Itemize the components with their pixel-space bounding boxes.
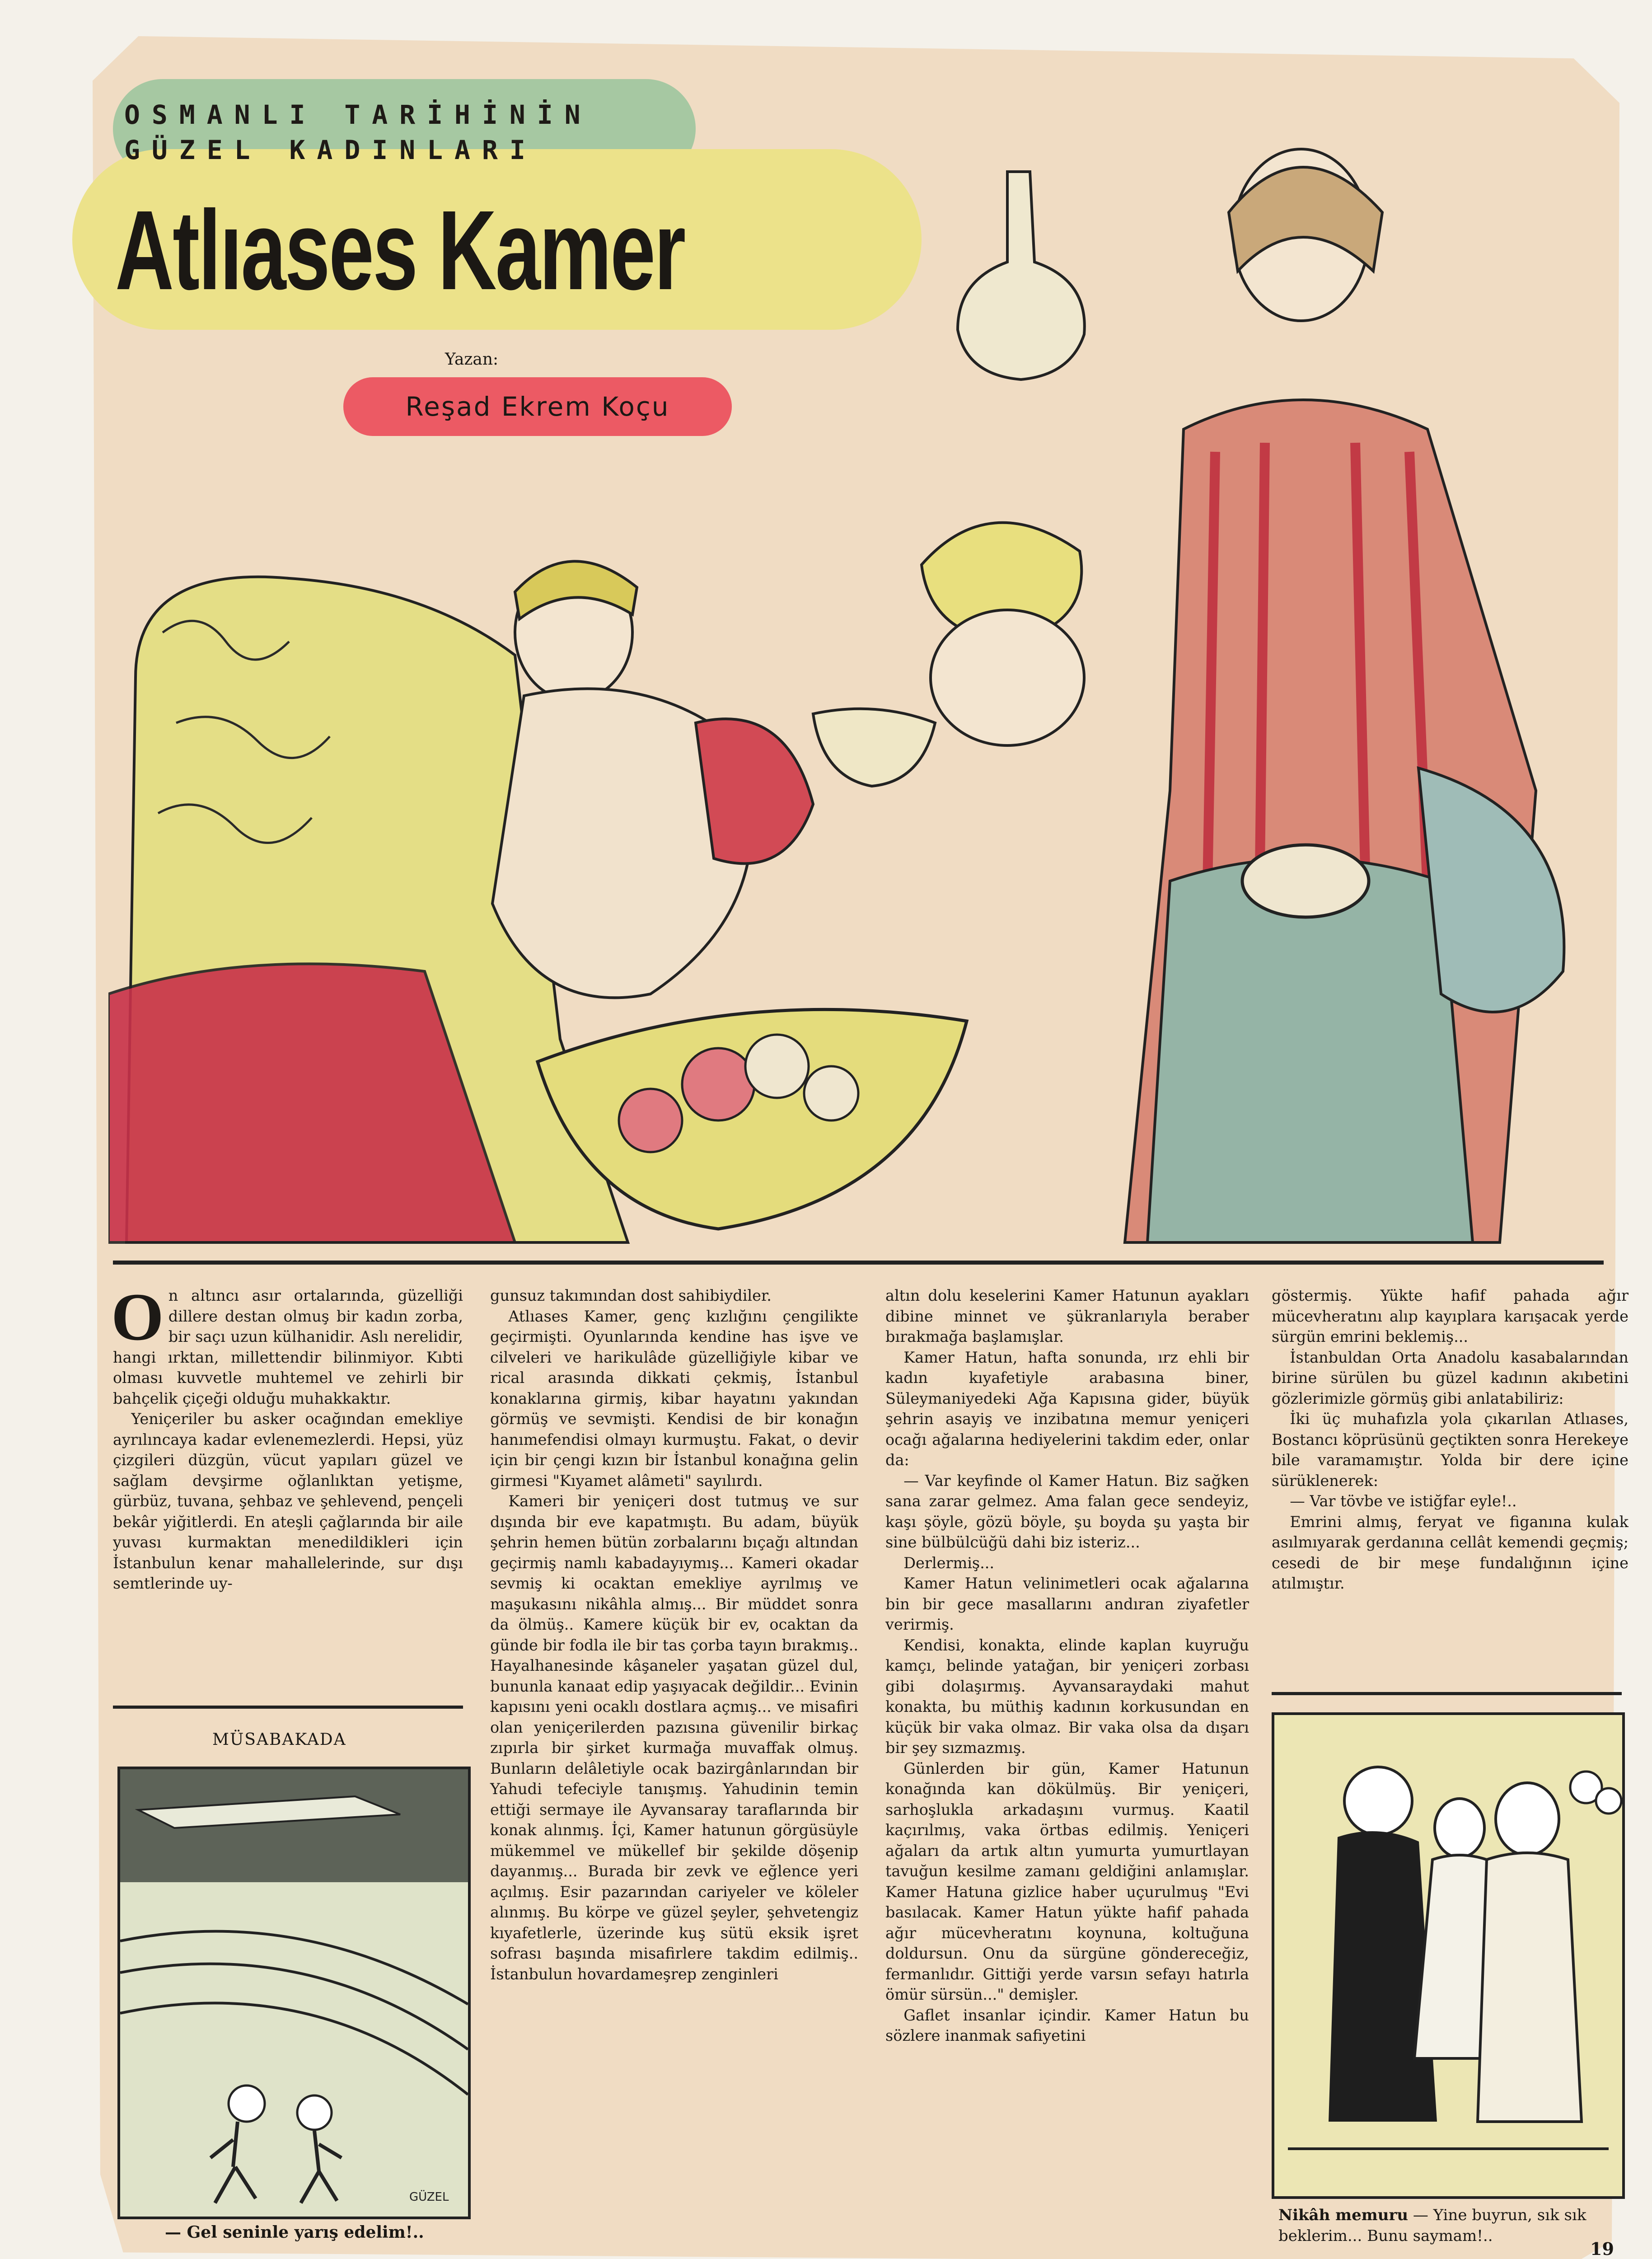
race-cartoon-illustration <box>120 1769 468 2217</box>
bride-head <box>1435 1799 1484 1857</box>
illustration-rule <box>113 1261 1604 1265</box>
drop-cap: O <box>111 1279 164 1354</box>
column-3-paragraph-2: Kamer Hatun, hafta sonunda, ırz ehli bir kadın kıyafetiyle arabasına biner, Süleymaniyedeki Ağa Kapısına gider, büyük şehrin asayiş ve inzibatına memur yeniçeri ocağı ağalarına hediyelerini takdim eder, onlar da: <box>885 1348 1249 1469</box>
right-cartoon-caption <box>1278 2205 1622 2246</box>
guest-face <box>1596 1788 1621 1814</box>
fruit <box>804 1066 858 1120</box>
wedding-cartoon-illustration <box>1274 1715 1622 2196</box>
article-column-2 <box>490 1285 858 1984</box>
sash-blue <box>1418 768 1564 1012</box>
left-cartoon-caption: — Gel seninle yarış edelim!.. <box>165 2223 424 2242</box>
official-head <box>1344 1767 1412 1835</box>
runner-1-body <box>211 2122 256 2203</box>
author-name: Reşad Ekrem Koçu <box>405 391 670 422</box>
left-cartoon-heading: MÜSABAKADA <box>212 1730 346 1749</box>
man-face <box>931 610 1084 745</box>
column-2-paragraph-1: gunsuz takımından dost sahibiydiler. <box>490 1287 772 1304</box>
runner-2-head <box>297 2095 332 2130</box>
runner-1-head <box>229 2086 265 2122</box>
article-column-3 <box>885 1285 1249 2046</box>
fruit <box>745 1035 809 1098</box>
runner-2-body <box>301 2131 342 2203</box>
groom-head <box>1496 1783 1559 1855</box>
caption-rest: — Yine buyrun, sık sık beklerim... Bunu saymam!.. <box>1278 2206 1586 2245</box>
column-3-paragraph-5: Kamer Hatun velinimetleri ocak ağalarına bin bir gece masallarını andıran ziyafetler verirmiş. <box>885 1575 1249 1633</box>
fruit <box>619 1089 682 1152</box>
column-3-paragraph-8: Gaflet insanlar içindir. Kamer Hatun bu sözlere inanmak safiyetini <box>885 2006 1249 2044</box>
woman-sleeve <box>696 719 813 863</box>
column-3-paragraph-7: Günlerden bir gün, Kamer Hatunun konağında kan dökülmüş. Bir yeniçeri, sarhoşlukla arkadaşını vurmuş. Kaatil kaçırılmış, vaka örtbas edilmiş. Yeniçeri ağaları da artık altın yumurta yumurtlayan tavuğun kesilme zamanı geldiğini anlamışlar. Kamer Hatuna gizlice haber uçurulmuş "Evi basılacak. Kamer Hatun yükte hafif pahada ağır mücevheratını koynuna, koltuğuna doldursun. Onu da sürgüne göndereceğiz, fermanlıdır. Gittiği yerde varsın sefayı hatırla ömür sürsün..." demişler. <box>885 1759 1249 2003</box>
column-4-paragraph-5: Emrini almış, feryat ve figanına kulak asılmıyarak gerdanına cellât kemendi geçmiş; cesedi de bir meşe fundalığının içine atılmıştır. <box>1272 1513 1629 1592</box>
right-column-rule <box>1272 1692 1622 1695</box>
column-3-paragraph-1: altın dolu keselerini Kamer Hatunun ayakları dibine minnet ve şükranlarıyla beraber bırakmağa başlamışlar. <box>885 1287 1249 1345</box>
column-2-paragraph-2: Atlıases Kamer, genç kızlığını çengilikte geçirmişti. Oyunlarında kendine has işve ve cilveleri ve harikulâde güzelliğiyle kibar ve rical arasında dikkati çekmiş, İstanbul konaklarına girmiş, kibar hayatını yakından görmüş ve sevmişti. Kendisi de bir konağın hanımefendisi olmayı kurmuştu. Fakat, o devir için bir çengi kızın bir İstanbul konağına gelin girmesi "Kıyamet alâmeti" sayılırdı. <box>490 1307 858 1490</box>
article-column-1 <box>111 1279 463 1594</box>
column-1-paragraph-2: Yeniçeriler bu asker ocağından emekliye ayrılıncaya kadar evlenemezlerdi. Hepsi, yüz çizgileri düzgün, vücut yapıları güzel ve sağlam devşirme oğlanlıktan yetişme, gürbüz, tuvana, şehbaz ve şehlevend, pençeli bekâr yiğitlerdi. En ateşli çağlarında bir aile yuvası kurmaktan menedildikleri için İstanbulun kenar mahallelerinde, sur dışı semtlerinde uy- <box>113 1410 463 1592</box>
paragraph-text: n altıncı asır ortalarında, güzelliği dillere destan olmuş bir kadın zorba, bir saçı uzun külhanidir. Aslı nerelidir, hangi ırktan, millettendir bilinmiyor. Kıbti olması kuvvetle muhtemel ve zehirli bir bahçelik çiçeği olduğu muhakkaktır. <box>113 1287 463 1407</box>
track-curve <box>120 1931 468 2095</box>
byline-label: Yazan: <box>445 350 499 369</box>
article-column-4 <box>1272 1285 1629 1594</box>
series-line-2: GÜZEL KADINLARI <box>124 135 537 165</box>
right-cartoon-frame <box>1272 1712 1625 2199</box>
main-illustration <box>108 136 1617 1265</box>
column-4-paragraph-3: İki üç muhafızla yola çıkarılan Atlıases, Bostancı köprüsünü geçtikten sonra Herekeye bile varamamıştır. Yolda bir dere içine sürüklenerek: <box>1272 1410 1629 1490</box>
left-cartoon-frame <box>117 1767 471 2219</box>
column-3-paragraph-6: Kendisi, konakta, elinde kaplan kuyruğu kamçı, belinde yatağan, bir yeniçeri zorbası gibi dolaşırmış. Ayvansaraydaki mahut konakta, bu müthiş kadının korkusundan en küçük bir vaka olmaz. Bir vaka olsa da dışarı bir şey sızmazmış. <box>885 1636 1249 1757</box>
column-4-paragraph-4: — Var tövbe ve istiğfar eyle!.. <box>1290 1492 1517 1510</box>
column-3-paragraph-4: Derlermiş... <box>903 1554 995 1572</box>
article-title: Atlıases Kamer <box>115 187 685 313</box>
column-1-paragraph-1 <box>111 1279 463 1409</box>
column-4-paragraph-1: göstermiş. Yükte hafif pahada ağır mücevheratını alıp kayıplara karışacak yerde sürgün emrini beklemiş... <box>1272 1287 1629 1345</box>
cup <box>813 709 935 786</box>
caption-bold: Nikâh memuru <box>1278 2206 1409 2224</box>
page-number: 19 <box>1590 2239 1614 2259</box>
cartoon-rule <box>113 1706 463 1709</box>
column-4-paragraph-2: İstanbuldan Orta Anadolu kasabalarından birine sürülen bu güzel kadının akıbetini gözlerimizle görmüş gibi anlatabiliriz: <box>1272 1348 1629 1407</box>
cartoon-signature: GÜZEL <box>409 2190 449 2204</box>
groom-jacket <box>1478 1853 1582 2122</box>
column-3-paragraph-3: — Var keyfinde ol Kamer Hatun. Biz sağken sana zarar gelmez. Ama falan gece sendeyiz, kaşı şöyle, gözü böyle, şu boyda şu yaşta bir sine bülbülcüğü dahi biz isteriz... <box>885 1472 1249 1551</box>
bottle <box>958 172 1085 380</box>
column-2-paragraph-3: Kameri bir yeniçeri dost tutmuş ve sur dışında bir eve kapatmıştı. Bu adam, büyük şehrin hemen bütün zorbalarını bıçağı altından geçirmiş namlı kabadayıymış... Kameri okadar sevmiş ki ocaktan emekliye ayrılmış ve maşukasını nikâhla almış... Bir müddet sonra da ölmüş.. Kamere küçük bir ev, ocaktan da günde bir fodla ile bir tas çorba tayın bırakmış.. Hayalhanesinde kâşaneler yaşatan güzel dul, bununla kanaat edip yaşıyacak değildir... Evinin kapısını yeni ocaklı dostlara açmış... ve misafiri olan yeniçerilerden pazısına güvenilir birkaç zıpırla bir şirket kurmağa muvaffak olmuş. Bunların delâletiyle ocak bazirgânlarından bir Yahudi tefeciyle tanışmış. Yahudinin temin ettiği sermaye ile Ayvansaray taraflarında bir konak alınmış. İçi, Kamer hatunun görgüsüyle mükemmel ve mükellef bir şekilde döşenip dayanmış... Burada bir zevk ve eğlence yeri açılmış. Esir pazarından cariyeler ve köleler alınmış. Bu körpe ve güzel şeyler, şehvetengiz kıyafetlerle, üzerinde kuş sütü eksik işret sofrası başında misafirlere takdim edilmiş.. İstanbulun hovardameşrep zenginleri <box>490 1492 858 1983</box>
fruit <box>682 1048 754 1120</box>
series-line-1: OSMANLI TARİHİNİN <box>124 99 592 130</box>
belt-buckle <box>1242 845 1369 917</box>
